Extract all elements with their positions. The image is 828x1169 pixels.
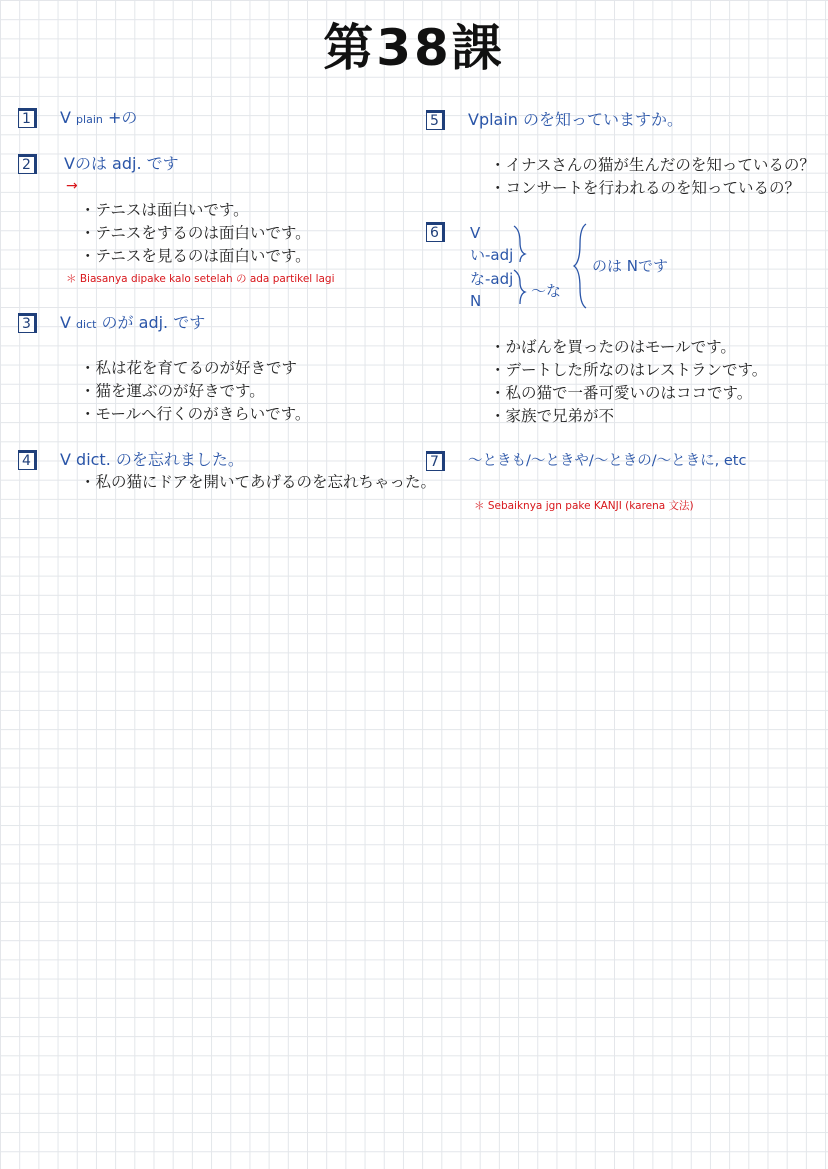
heading-main: V (60, 313, 71, 332)
section-number: 5 (426, 110, 445, 130)
verb-label: V (470, 224, 481, 242)
section-heading: V dict. のを忘れました。 (60, 450, 244, 469)
example-sentence: ・モールへ行くのがきらいです。 (80, 405, 311, 423)
na-adj-label: な-adj (470, 270, 514, 288)
section-heading: Vのは adj. です (64, 154, 179, 173)
section-number: 4 (18, 450, 37, 470)
example-sentence: ・テニスをするのは面白いです。 (80, 224, 311, 242)
example-sentence: ・家族で兄弟が不 (490, 407, 615, 425)
heading-small: dict (76, 318, 97, 331)
brace-graphics (510, 222, 590, 312)
pattern-result: のは Nです (592, 257, 668, 275)
example-sentence: ・テニスは面白いです。 (80, 201, 249, 219)
heading-main: V (60, 108, 71, 127)
example-sentence: ・かばんを買ったのはモールです。 (490, 338, 736, 356)
note: ＊ Biasanya dipake kalo setelah の ada partikel lagi (66, 273, 335, 285)
heading-small: plain (76, 113, 103, 126)
example-sentence: ・コンサートを行われるのを知っているの？ (490, 179, 801, 197)
section-number: 7 (426, 451, 445, 471)
section-number: 6 (426, 222, 445, 242)
arrow: → (66, 178, 78, 194)
example-sentence: ・デートした所なのはレストランです。 (490, 361, 768, 379)
noun-label: N (470, 292, 482, 310)
section-heading: Vplain のを知っていますか。 (468, 110, 684, 129)
example-sentence: ・私は花を育てるのが好きです (80, 359, 298, 377)
heading-rest: +の (107, 108, 138, 127)
heading-rest: のが adj. です (101, 313, 206, 332)
i-adj-label: い-adj (470, 246, 514, 264)
section-number: 2 (18, 154, 37, 174)
example-sentence: ・私の猫にドアを開いてあげるのを忘れちゃった。 (80, 473, 437, 491)
section-heading (60, 313, 205, 335)
section-number: 3 (18, 313, 37, 333)
section-heading: ～ときも/～ときや/～ときの/～ときに, etc (468, 453, 747, 469)
page-title: 第38課 (323, 19, 505, 77)
section-number: 1 (18, 108, 37, 128)
example-sentence: ・猫を運ぶのが好きです。 (80, 382, 265, 400)
example-sentence: ・イナスさんの猫が生んだのを知っているの？ (490, 156, 815, 174)
example-sentence: ・私の猫で一番可愛いのはココです。 (490, 384, 753, 402)
note: ＊ Sebaiknya jgn pake KANJI (karena 文法) (474, 500, 694, 512)
na-particle: ～な (531, 282, 562, 300)
example-sentence: ・テニスを見るのは面白いです。 (80, 247, 311, 265)
section-heading (60, 108, 137, 130)
